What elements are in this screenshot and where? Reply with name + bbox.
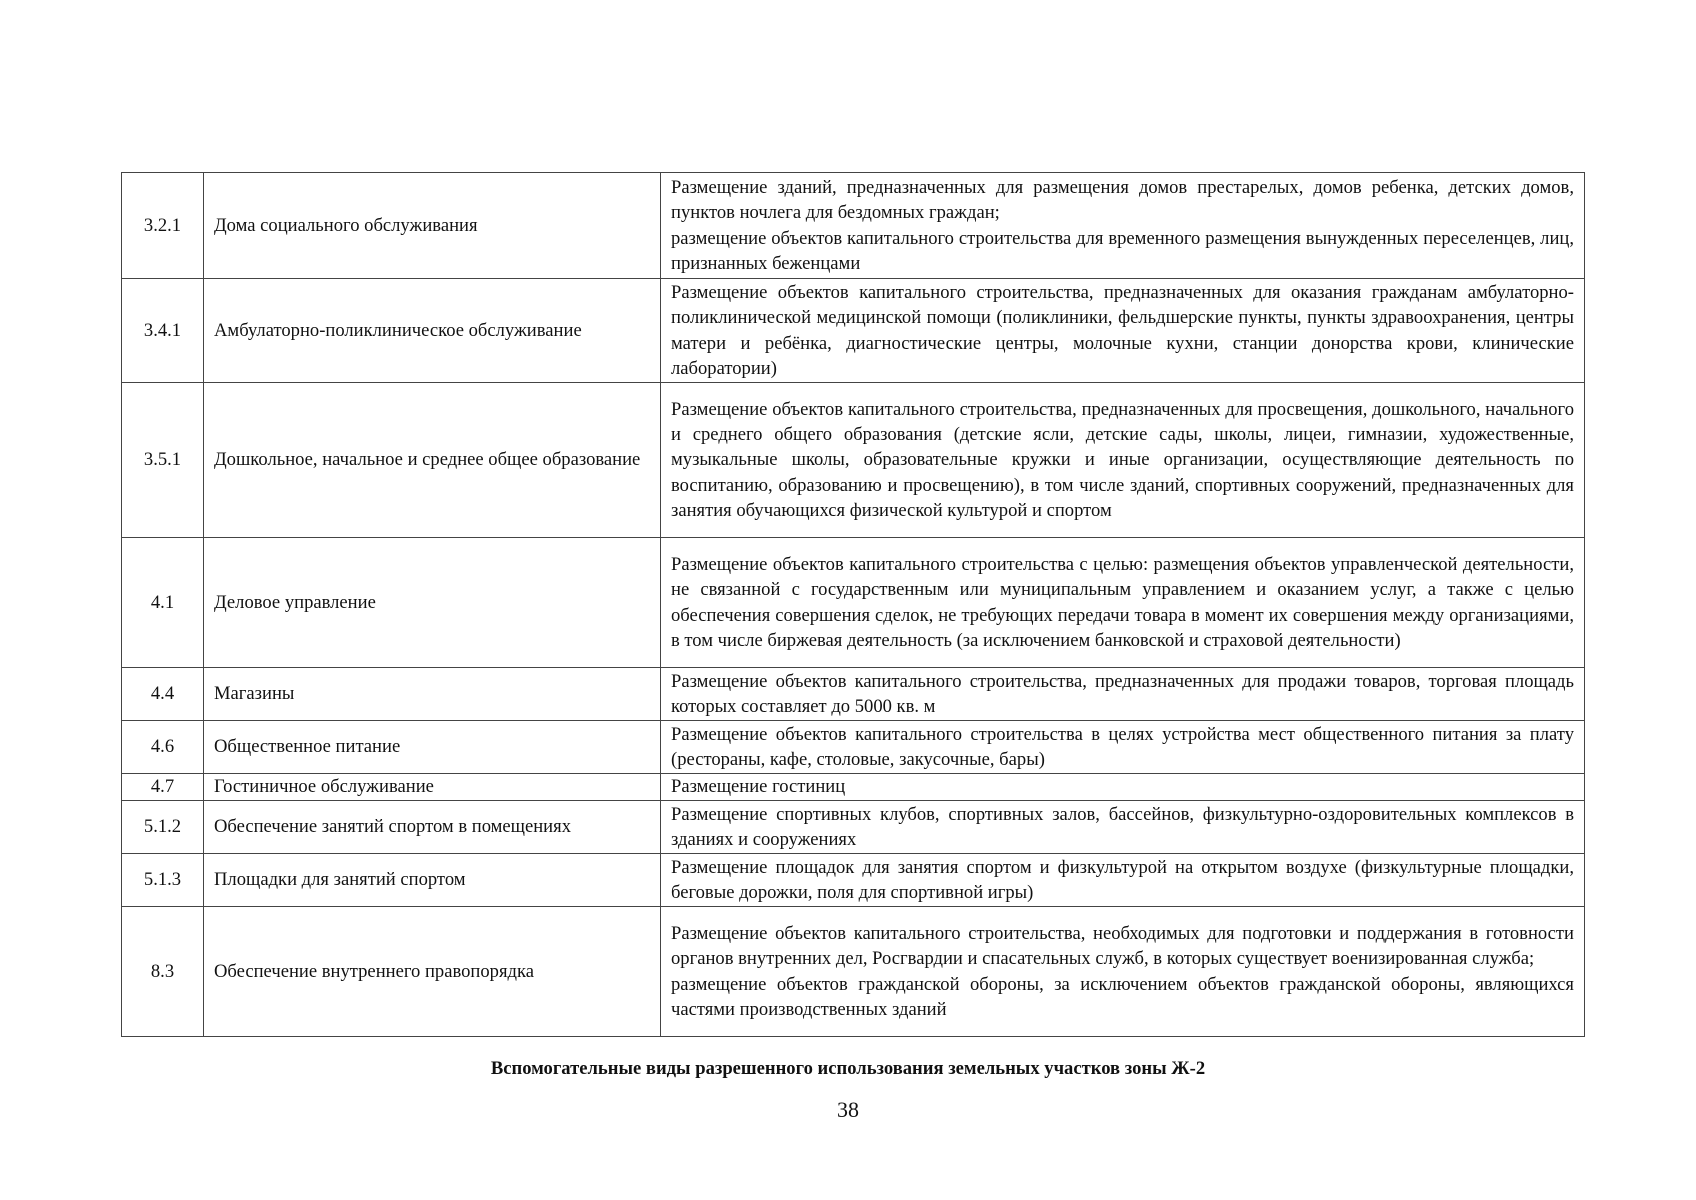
- table-row: [122, 774, 1585, 801]
- use-name-cell: Деловое управление: [204, 538, 661, 668]
- use-description-cell: [661, 854, 1585, 907]
- use-name-cell: Обеспечение занятий спортом в помещениях: [204, 801, 661, 854]
- description-paragraph: Размещение объектов капитального строительства, предназначенных для продажи товаров, торговая площадь которых составляет до 5000 кв. м: [671, 670, 1574, 717]
- use-code-cell: 3.5.1: [122, 383, 204, 538]
- use-name-cell: Дошкольное, начальное и среднее общее образование: [204, 383, 661, 538]
- description-paragraph: Размещение объектов капитального строительства, предназначенных для просвещения, дошкольного, начального и среднего общего образования (детские ясли, детские сады, школы, лицеи, гимназии, художественные, музыкальные школы, образовательные кружки и иные организации, осуществляющие деятельность по воспитанию, образованию и просвещению), в том числе зданий, спортивных сооружений, предназначенных для занятия обучающихся физической культурой и спортом: [671, 398, 1574, 521]
- description-paragraph: Размещение гостиниц: [671, 776, 846, 798]
- use-description-cell: [661, 279, 1585, 383]
- use-name-cell: Обеспечение внутреннего правопорядка: [204, 907, 661, 1037]
- use-name-cell: Амбулаторно-поликлиническое обслуживание: [204, 279, 661, 383]
- page-number: 38: [837, 1097, 859, 1122]
- table-row: [122, 383, 1585, 538]
- section-caption: Вспомогательные виды разрешенного использования земельных участков зоны Ж-2: [490, 1058, 1206, 1079]
- table-row: [122, 907, 1585, 1037]
- description-paragraph: Размещение спортивных клубов, спортивных залов, бассейнов, физкультурно-оздоровительных комплексов в зданиях и сооружениях: [671, 803, 1574, 850]
- use-code-cell: 4.7: [122, 774, 204, 801]
- use-description-cell: [661, 721, 1585, 774]
- use-description-cell: [661, 907, 1585, 1037]
- description-paragraph: Размещение объектов капитального строительства, необходимых для подготовки и поддержания в готовности органов внутренних дел, Росгвардии и спасательных служб, в которых существует военизированная служба;: [671, 923, 1574, 970]
- use-code-cell: 5.1.2: [122, 801, 204, 854]
- table-row: [122, 854, 1585, 907]
- use-description-cell: [661, 383, 1585, 538]
- description-paragraph: Размещение объектов капитального строительства, предназначенных для оказания гражданам амбулаторно-поликлинической медицинской помощи (поликлиники, фельдшерские пункты, пункты здравоохранения, центры матери и ребёнка, диагностические центры, молочные кухни, станции донорства крови, клинические лаборатории): [671, 282, 1574, 379]
- use-code-cell: 4.1: [122, 538, 204, 668]
- use-code-cell: 3.2.1: [122, 173, 204, 279]
- table-row: [122, 538, 1585, 668]
- use-code-cell: 3.4.1: [122, 279, 204, 383]
- table-row: [122, 279, 1585, 383]
- description-paragraph: Размещение объектов капитального строительства с целью: размещения объектов управленческой деятельности, не связанной с государственным или муниципальным управлением и оказанием услуг, а также с целью обеспечения совершения сделок, не требующих передачи товара в момент их совершения между организациями, в том числе биржевая деятельность (за исключением банковской и страховой деятельности): [671, 554, 1574, 651]
- use-description-cell: [661, 668, 1585, 721]
- use-description-cell: [661, 774, 1585, 801]
- table-row: [122, 173, 1585, 279]
- use-description-cell: [661, 538, 1585, 668]
- use-code-cell: 4.6: [122, 721, 204, 774]
- use-code-cell: 5.1.3: [122, 854, 204, 907]
- use-name-cell: Площадки для занятий спортом: [204, 854, 661, 907]
- use-description-cell: [661, 801, 1585, 854]
- use-name-cell: Дома социального обслуживания: [204, 173, 661, 279]
- use-description-cell: [661, 173, 1585, 279]
- description-paragraph: размещение объектов капитального строительства для временного размещения вынужденных переселенцев, лиц, признанных беженцами: [671, 227, 1574, 274]
- use-name-cell: Общественное питание: [204, 721, 661, 774]
- use-code-cell: 4.4: [122, 668, 204, 721]
- use-name-cell: Гостиничное обслуживание: [204, 774, 661, 801]
- table-row: [122, 801, 1585, 854]
- description-paragraph: Размещение объектов капитального строительства в целях устройства мест общественного питания за плату (рестораны, кафе, столовые, закусочные, бары): [671, 723, 1574, 770]
- land-use-table-body: [122, 173, 1585, 1037]
- description-paragraph: Размещение зданий, предназначенных для размещения домов престарелых, домов ребенка, детских домов, пунктов ночлега для бездомных граждан;: [671, 177, 1574, 224]
- description-paragraph: Размещение площадок для занятия спортом и физкультурой на открытом воздухе (физкультурные площадки, беговые дорожки, поля для спортивной игры): [671, 856, 1574, 903]
- table-row: [122, 721, 1585, 774]
- land-use-table: [121, 172, 1585, 1037]
- use-name-cell: Магазины: [204, 668, 661, 721]
- use-code-cell: 8.3: [122, 907, 204, 1037]
- table-row: [122, 668, 1585, 721]
- description-paragraph: размещение объектов гражданской обороны, за исключением объектов гражданской обороны, являющихся частями производственных зданий: [671, 973, 1574, 1020]
